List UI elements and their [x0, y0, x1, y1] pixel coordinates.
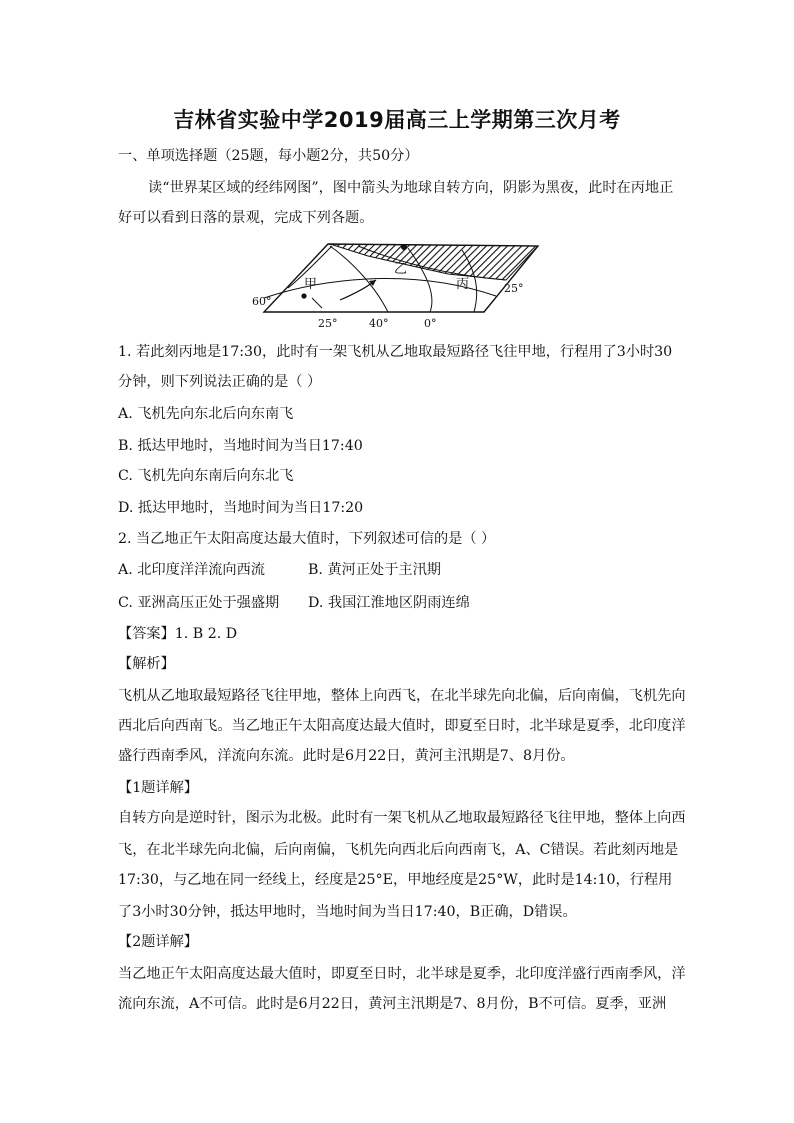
label-lat-25: 25°: [504, 282, 524, 295]
analysis-heading: 【解析】: [118, 656, 175, 672]
q1-option-a: A. 飞机先向东北后向东南飞: [118, 406, 294, 422]
label-lon-25: 25°: [318, 317, 338, 330]
q2-option-a: A. 北印度洋洋流向西流: [118, 562, 265, 578]
detail1-line-1: 自转方向是逆时针，图示为北极。此时有一架飞机从乙地取最短路径飞往甲地，整体上向西: [118, 810, 686, 826]
analysis-line-3: 盛行西南季风，洋流向东流。此时是6月22日，黄河主汛期是7、8月份。: [118, 748, 575, 764]
q2-stem: 2. 当乙地正午太阳高度达最大值时，下列叙述可信的是（ ）: [118, 531, 496, 547]
detail1-line-3: 17:30，与乙地在同一经线上，经度是25°E，甲地经度是25°W，此时是14:10，行程用: [118, 872, 673, 888]
rotation-arrowhead: [369, 280, 376, 286]
q2-option-c: C. 亚洲高压正处于强盛期: [118, 595, 280, 611]
answer-line: 【答案】1. B 2. D: [118, 626, 238, 642]
detail2-line-2: 流向东流，A不可信。此时是6月22日，黄河主汛期是7、8月份，B不可信。夏季，亚洲: [118, 996, 667, 1012]
q2-option-b: B. 黄河正处于主汛期: [308, 562, 441, 578]
analysis-line-1: 飞机从乙地取最短路径飞往甲地，整体上向西飞，在北半球先向北偏，后向南偏，飞机先向: [118, 688, 686, 704]
intro-line-1: 读“世界某区域的经纬网图”，图中箭头为地球自转方向，阴影为黑夜，此时在丙地正: [148, 180, 674, 196]
detail1-heading: 【1题详解】: [118, 780, 198, 796]
night-shading: [330, 244, 538, 280]
label-lat-60: 60°: [252, 295, 272, 308]
point-yi-top: [401, 244, 407, 250]
analysis-line-2: 西北后向西南飞。当乙地正午太阳高度达最大值时，即夏至日时，北半球是夏季，北印度洋: [118, 718, 686, 734]
q1-option-b: B. 抵达甲地时，当地时间为当日17:40: [118, 438, 363, 454]
detail2-line-1: 当乙地正午太阳高度达最大值时，即夏至日时，北半球是夏季，北印度洋盛行西南季风，洋: [118, 966, 686, 982]
q1-option-c: C. 飞机先向东南后向东北飞: [118, 468, 294, 484]
detail1-line-4: 了3小时30分钟，抵达甲地时，当地时间为当日17:40，B正确，D错误。: [118, 904, 577, 920]
label-bing: 丙: [456, 277, 470, 292]
q1-stem-line-1: 1. 若此刻丙地是17:30，此时有一架飞机从乙地取最短路径飞往甲地，行程用了3小时30: [118, 344, 673, 360]
q2-options-row-2: [118, 593, 678, 613]
label-lon-40: 40°: [369, 317, 389, 330]
label-lon-0: 0°: [424, 317, 437, 330]
detail2-heading: 【2题详解】: [118, 934, 198, 950]
q2-option-d: D. 我国江淮地区阴雨连绵: [308, 595, 470, 611]
page-title: 吉林省实验中学2019届高三上学期第三次月考: [173, 108, 621, 132]
section-heading: 一、单项选择题（25题，每小题2分，共50分）: [118, 148, 419, 164]
q1-option-d: D. 抵达甲地时，当地时间为当日17:20: [118, 500, 364, 516]
point-jia: [301, 293, 306, 298]
detail1-line-2: 飞，在北半球先向北偏，后向南偏，飞机先向西北后向西南飞，A、C错误。若此刻丙地是: [118, 842, 679, 858]
q2-options-row-1: [118, 560, 678, 580]
latitude-longitude-grid-figure: [248, 236, 548, 332]
label-jia: 甲: [304, 277, 318, 292]
q1-stem-line-2: 分钟，则下列说法正确的是（ ）: [118, 374, 322, 390]
label-yi: 乙: [394, 262, 408, 277]
intro-line-2: 好可以看到日落的景观，完成下列各题。: [118, 210, 374, 226]
